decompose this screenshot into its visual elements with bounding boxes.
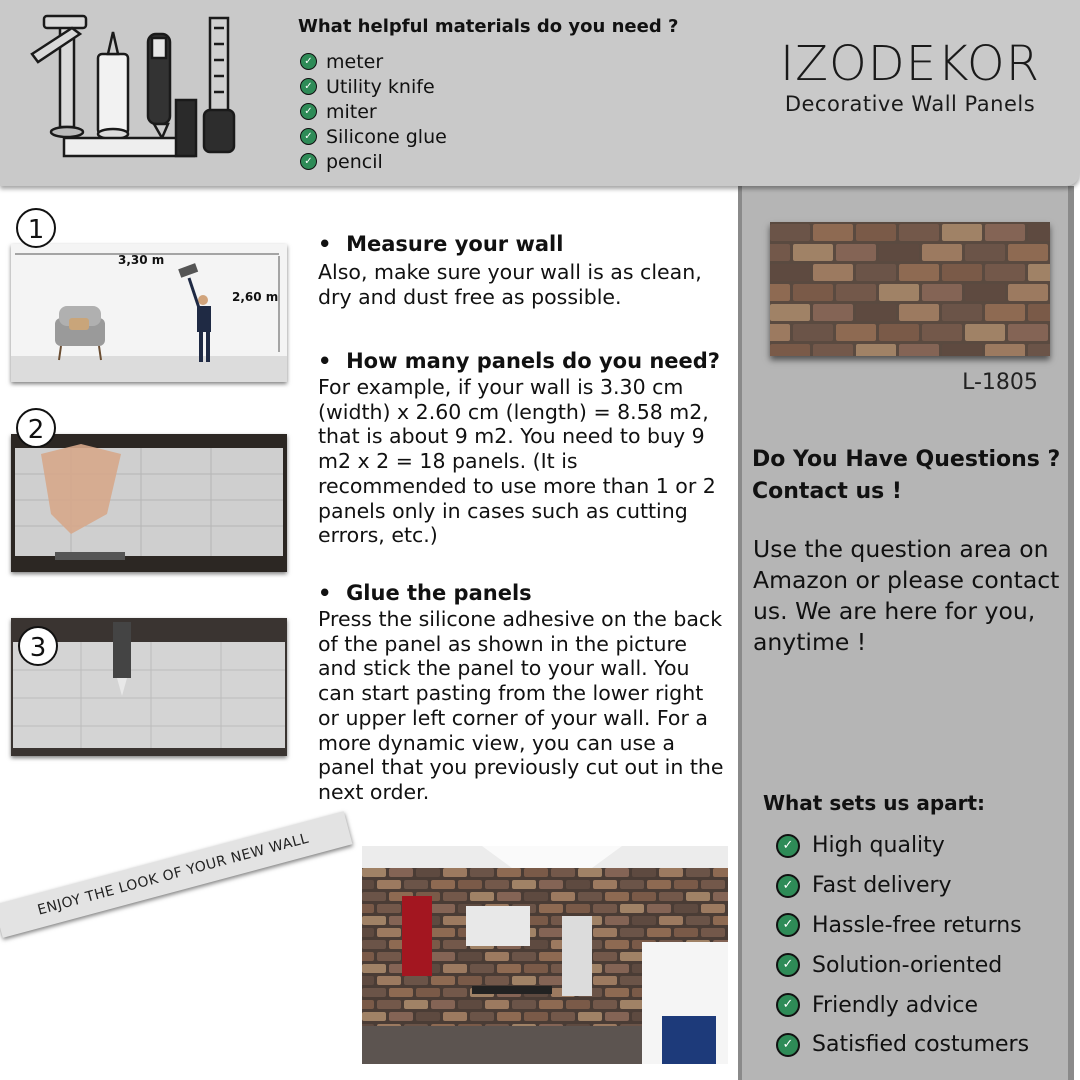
brick [497,868,521,877]
materials-title: What helpful materials do you need ? [298,16,679,37]
brick [485,1000,509,1009]
brick [620,952,644,961]
brick [942,344,982,356]
check-circle-icon: ✓ [300,103,317,120]
brick [485,952,509,961]
brick [551,868,575,877]
brick [632,916,656,925]
check-circle-icon: ✓ [776,1033,800,1057]
questions-text: Use the question area on Amazon or please contact us. We are here for you, anytime ! [753,535,1060,656]
brick [578,868,602,877]
brick [362,904,374,913]
brick [1008,244,1048,261]
brick [813,344,853,356]
brick [659,892,683,901]
brick [793,284,833,301]
brick [879,324,919,341]
step3-title: • Glue the panels [318,581,532,605]
room-photo [362,846,728,1064]
brick [539,952,563,961]
brick [985,224,1025,241]
header [0,0,1080,186]
brick [566,904,590,913]
width-label: 3,30 m [118,253,165,267]
brick [1008,284,1048,301]
brick [470,892,494,901]
questions-title-line2: Contact us ! [752,479,902,504]
acoustic-panel [402,896,432,976]
brick [512,952,536,961]
brick [362,880,374,889]
brick [416,1012,440,1021]
brick [965,244,1005,261]
brick [985,344,1025,356]
brick [512,880,536,889]
step2-title: • How many panels do you need? [318,349,720,373]
brick [539,904,563,913]
brick [836,244,876,261]
brick [620,904,644,913]
step2-number: 2 [16,408,56,448]
brick [458,880,482,889]
apart-item: ✓ Hassle-free returns [776,906,1029,946]
brick [605,964,629,973]
enjoy-banner: ENJOY THE LOOK OF YOUR NEW WALL [0,811,352,938]
brick [770,244,790,261]
height-label: 2,60 m [232,290,279,304]
brick [922,284,962,301]
brick [1028,224,1050,241]
brick [416,868,440,877]
brick [389,868,413,877]
meter-icon [204,18,234,152]
step2-body: For example, if your wall is 3.30 cm (width) x 2.60 cm (length) = 8.58 m2, that is about 9 m2. You need to buy 9 m2 x 2 = 18 panels. (It is recommended to use more than 1 or 2 panels only in cases such as cutting errors, etc.) [318,375,716,548]
check-circle-icon: ✓ [776,874,800,898]
brick [701,880,725,889]
brick [578,1012,602,1021]
brick [593,904,617,913]
step3-number: 3 [18,626,58,666]
check-circle-icon: ✓ [300,153,317,170]
brick [404,880,428,889]
brick [578,892,602,901]
materials-item: ✓ meter [300,49,447,74]
materials-item: ✓ Utility knife [300,74,447,99]
brick [593,928,617,937]
brick [593,952,617,961]
brick [605,988,629,997]
brick [605,1012,629,1021]
brick [942,264,982,281]
brick [942,304,982,321]
brick-panel-image [770,222,1050,356]
brick [539,928,563,937]
brand-logo [760,36,1060,116]
brick [431,1000,455,1009]
brick [551,1012,575,1021]
brick [377,976,401,985]
brick [539,976,563,985]
brick [856,304,896,321]
brick [620,976,644,985]
brick [686,892,710,901]
brand-name: IZODEKOR [779,36,1041,92]
brick [377,904,401,913]
brick [942,224,982,241]
brick [593,1000,617,1009]
brick [1028,304,1050,321]
apart-title: What sets us apart: [763,791,986,815]
brick [605,940,629,949]
brick [965,324,1005,341]
brick [539,880,563,889]
brick [443,1012,467,1021]
brick [443,868,467,877]
apart-item: ✓ Fast delivery [776,866,1029,906]
brick [793,244,833,261]
brick [404,976,428,985]
materials-list [300,49,447,174]
brick [647,904,671,913]
brick [713,868,728,877]
brick [362,976,374,985]
brick [524,1012,548,1021]
check-circle-icon: ✓ [300,78,317,95]
brick [362,916,386,925]
brick [362,964,386,973]
brick [443,916,467,925]
brick [856,264,896,281]
check-circle-icon: ✓ [300,128,317,145]
materials-item: ✓ pencil [300,149,447,174]
brick [404,1000,428,1009]
brick [985,304,1025,321]
brick [922,244,962,261]
brick [551,892,575,901]
brick [686,868,710,877]
brand-subtitle: Decorative Wall Panels [784,92,1036,116]
tools-illustration [24,14,244,164]
brick [362,952,374,961]
brick [470,1012,494,1021]
brick [899,224,939,241]
brick [524,964,548,973]
brick [813,304,853,321]
apart-item: ✓ Friendly advice [776,985,1029,1025]
brick [431,976,455,985]
brick [362,892,386,901]
brick [632,868,656,877]
brick [362,1000,374,1009]
apart-item: ✓ Satisfied costumers [776,1025,1029,1065]
brick [674,904,698,913]
brick [443,940,467,949]
brick [922,324,962,341]
brick [485,880,509,889]
brick [377,1000,401,1009]
desk [472,986,552,994]
brick [377,928,401,937]
brick [362,928,374,937]
brick [1008,324,1048,341]
brick [647,880,671,889]
apart-item: ✓ High quality [776,826,1029,866]
brick [512,976,536,985]
check-circle-icon: ✓ [776,993,800,1017]
step1-body: Also, make sure your wall is as clean, dry and dust free as possible. [318,260,702,309]
questions-title [752,444,1072,508]
brick [512,1000,536,1009]
brick [620,880,644,889]
brick [674,880,698,889]
door [562,916,592,996]
brick [524,892,548,901]
brick [605,868,629,877]
brick [674,928,698,937]
brick [416,988,440,997]
materials-item: ✓ Silicone glue [300,124,447,149]
brick [701,928,725,937]
brick [443,988,467,997]
brick [443,964,467,973]
miter-square-icon [64,100,196,156]
brick [701,904,725,913]
product-code: L-1805 [962,370,1038,395]
step3-body: Press the silicone adhesive on the back of the panel as shown in the picture and stick the panel to your wall. You can start pasting from the lower right or upper left corner of your wall. For a more dynamic view, you can use a panel that you previously cut out in the next order. [318,607,724,804]
check-circle-icon: ✓ [776,953,800,977]
brick [593,880,617,889]
brick [770,284,790,301]
brick [647,928,671,937]
apart-item: ✓ Solution-oriented [776,945,1029,985]
brick [470,964,494,973]
brick [686,916,710,925]
brick [377,952,401,961]
brick [899,304,939,321]
brick [1028,264,1050,281]
brick [377,880,401,889]
brick [836,284,876,301]
brick [770,224,810,241]
brick [770,304,810,321]
brick [620,928,644,937]
brick [985,264,1025,281]
check-circle-icon: ✓ [300,53,317,70]
brick [362,940,386,949]
brick [389,988,413,997]
materials-item: ✓ miter [300,99,447,124]
step1-title: • Measure your wall [318,232,564,256]
brick [856,224,896,241]
bullet: • [318,349,332,373]
brick [856,344,896,356]
brick [524,868,548,877]
brick [879,284,919,301]
brick [899,264,939,281]
brick [431,928,455,937]
check-circle-icon: ✓ [776,913,800,937]
brick [770,264,810,281]
brick [770,324,790,341]
brick [899,344,939,356]
brick [620,1000,644,1009]
brick [431,904,455,913]
brick [632,892,656,901]
check-circle-icon: ✓ [776,834,800,858]
step2-cutting-image [11,434,287,572]
brick [458,952,482,961]
brick [566,1000,590,1009]
brick [770,344,810,356]
brick [659,916,683,925]
brick [1028,344,1050,356]
brick [713,916,728,925]
brick [713,892,728,901]
brick [431,952,455,961]
brick [593,976,617,985]
brick [362,1012,386,1021]
brick [431,880,455,889]
silicone-tube-icon [98,32,128,139]
brick [458,1000,482,1009]
bullet: • [318,232,332,256]
brick [389,1012,413,1021]
brick [659,868,683,877]
brick [497,1012,521,1021]
brick [497,964,521,973]
brick [836,324,876,341]
brick [793,324,833,341]
brick [458,976,482,985]
brick [879,244,919,261]
questions-title-line1: Do You Have Questions ? [752,447,1061,472]
brick [539,1000,563,1009]
brick [485,976,509,985]
bullet: • [318,581,332,605]
apart-list [776,826,1029,1065]
brick [362,868,386,877]
wall-art [466,906,530,946]
utility-knife-icon [148,34,170,138]
brick [605,892,629,901]
brick [497,892,521,901]
brick [470,868,494,877]
brick [605,916,629,925]
step1-number: 1 [16,208,56,248]
brick [813,224,853,241]
brick [443,892,467,901]
chair-cushion [662,1016,716,1064]
brick [362,988,386,997]
brick [965,284,1005,301]
caulk-gun-icon [32,16,86,137]
brick [813,264,853,281]
brick [566,880,590,889]
